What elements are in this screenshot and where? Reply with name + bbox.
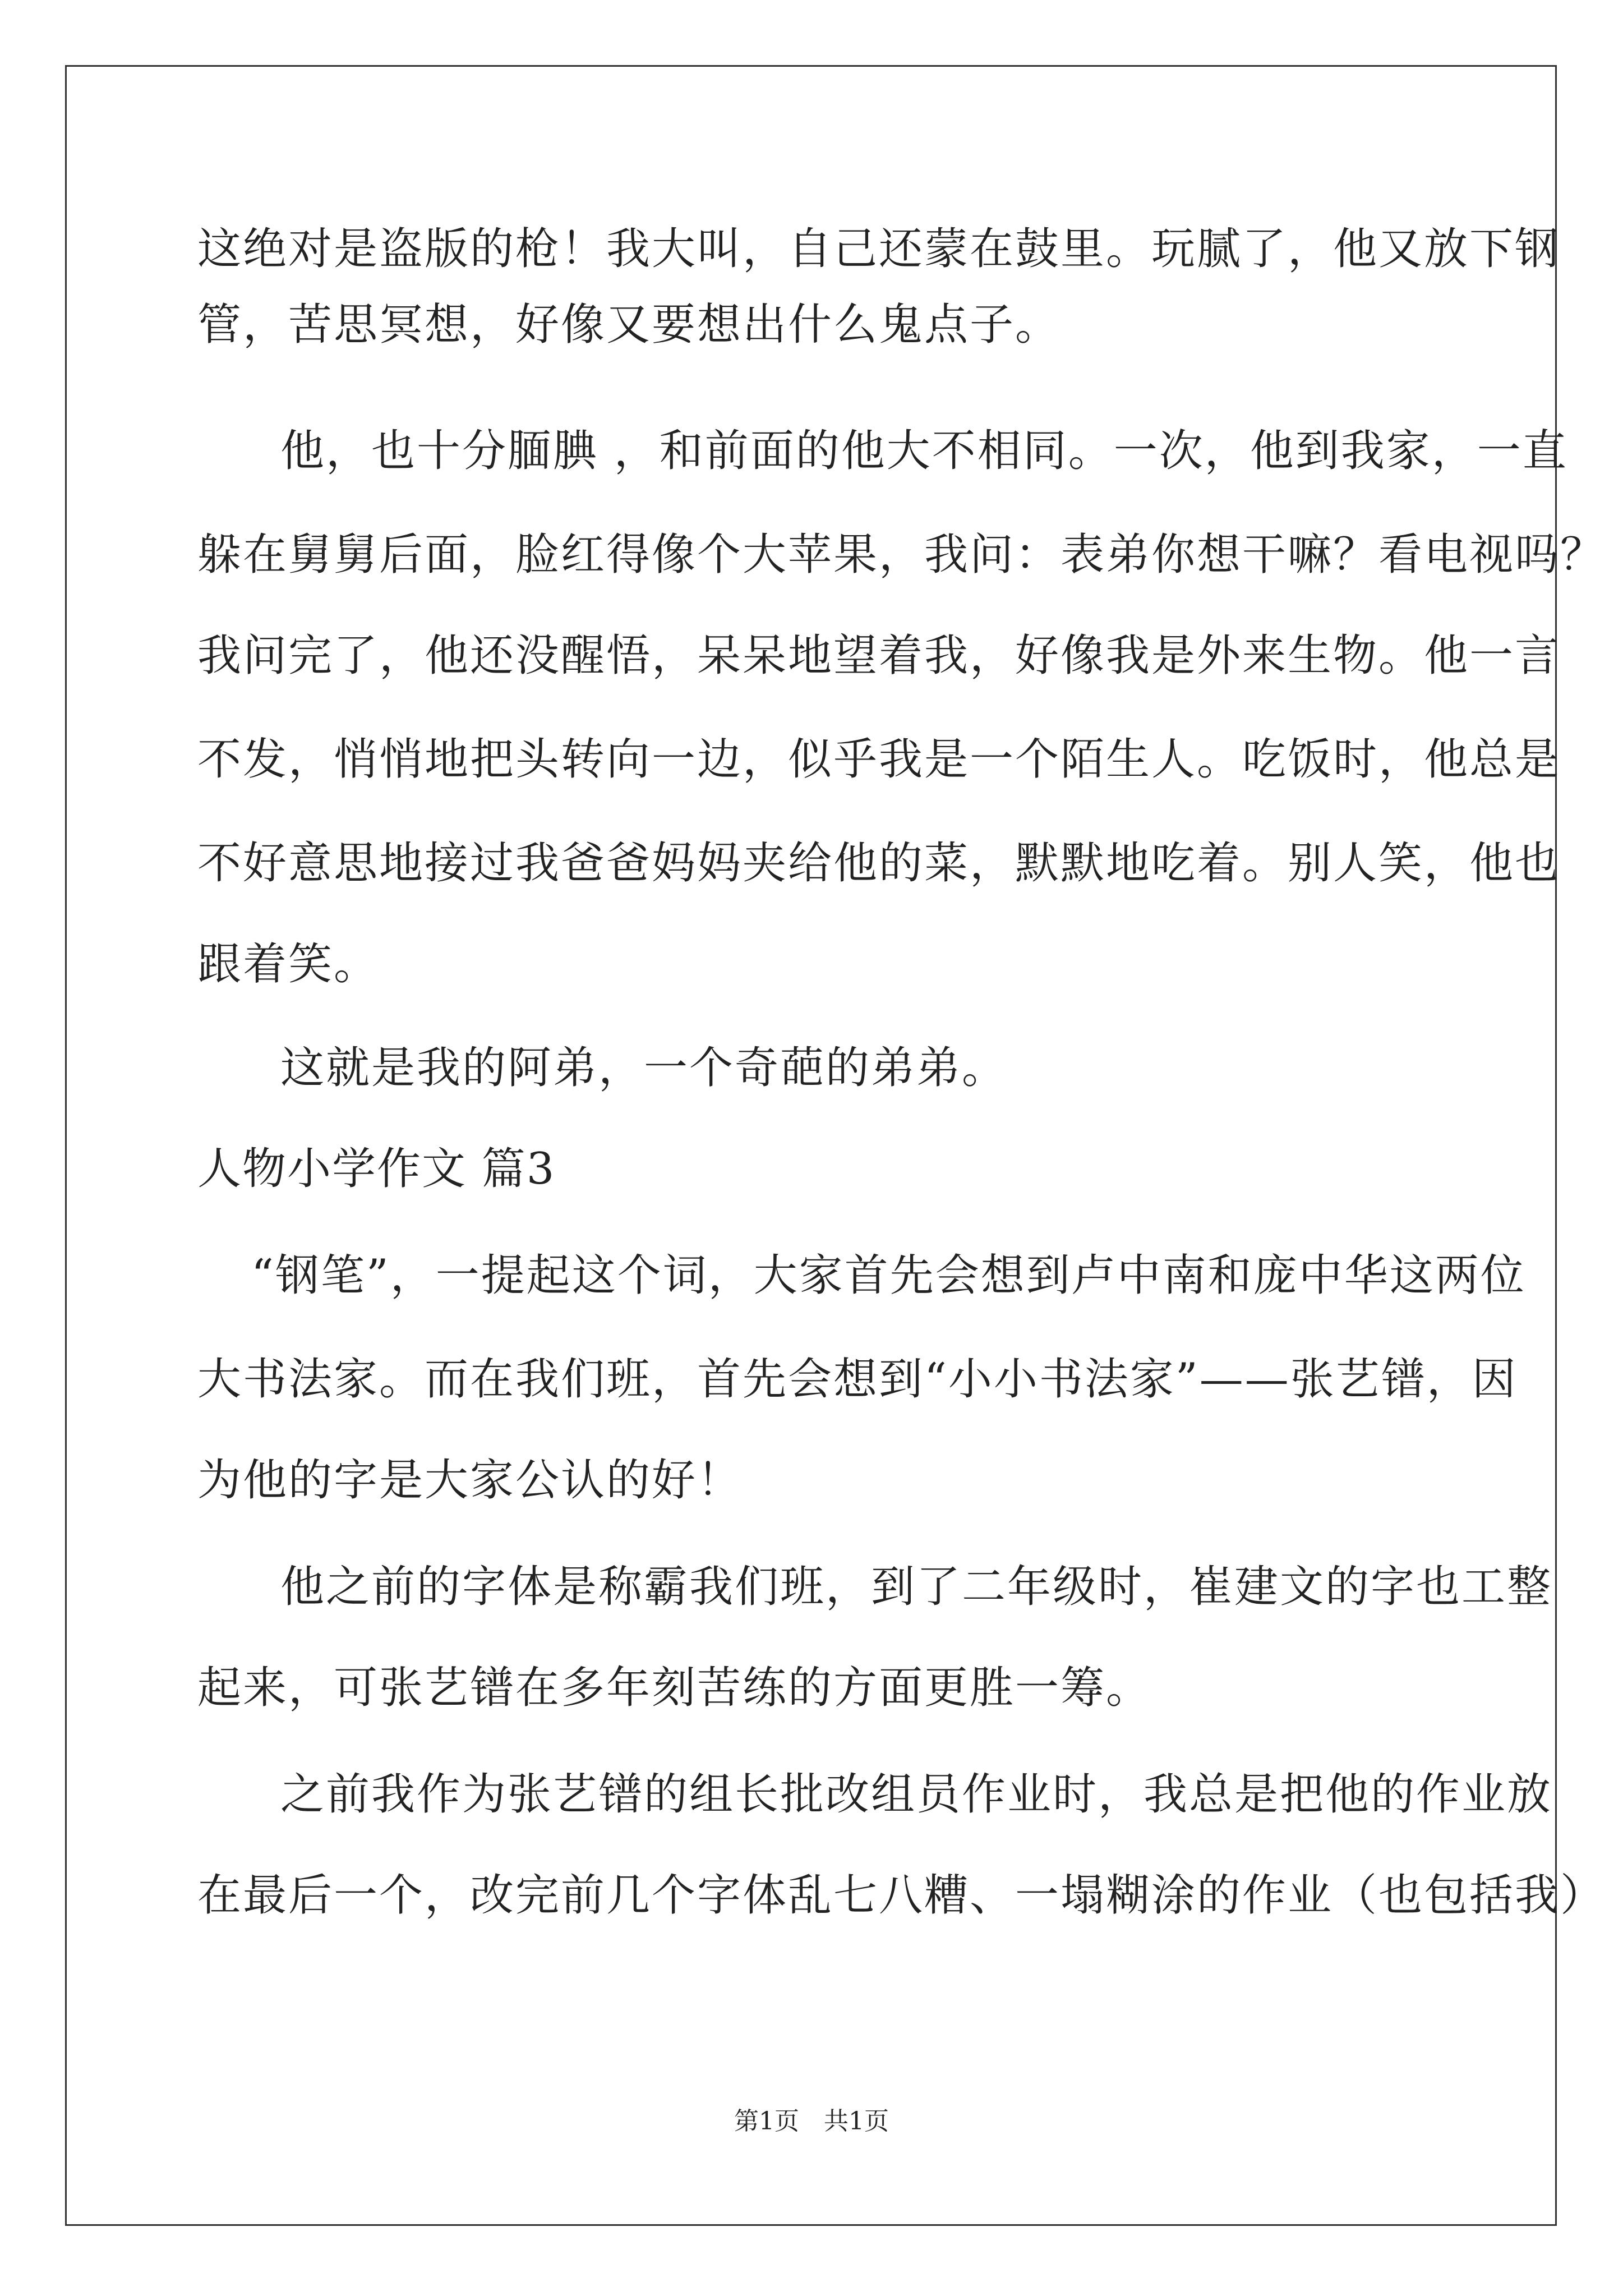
text-line: 为他的字是大家公认的好！	[197, 1455, 743, 1506]
text-line: 这绝对是盗版的枪！我大叫，自己还蒙在鼓里。玩腻了，他又放下钢	[197, 224, 1561, 274]
page-total: 共1页	[824, 2107, 889, 2136]
text-line: 躲在舅舅后面，脸红得像个大苹果，我问：表弟你想干嘛？看电视吗？	[197, 530, 1606, 580]
paragraph-start-line: 他，也十分腼腆 ，和前面的他大不相同。一次，他到我家，一直	[280, 426, 1568, 476]
paragraph-start-line: 他之前的字体是称霸我们班，到了二年级时，崔建文的字也工整	[280, 1562, 1553, 1612]
paragraph-start-line: “钢笔”，一提起这个词，大家首先会想到卢中南和庞中华这两位	[251, 1250, 1526, 1301]
text-line: 我问完了，他还没醒悟，呆呆地望着我，好像我是外来生物。他一言	[197, 631, 1561, 681]
text-line: 跟着笑。	[197, 939, 380, 990]
paragraph-start-line: 这就是我的阿弟，一个奇葩的弟弟。	[280, 1043, 1008, 1093]
text-line: 大书法家。而在我们班，首先会想到“小小书法家”——张艺镨，因	[197, 1354, 1518, 1405]
text-line: 不发，悄悄地把头转向一边，似乎我是一个陌生人。吃饭时，他总是	[197, 734, 1561, 785]
text-line: 起来，可张艺镨在多年刻苦练的方面更胜一筹。	[197, 1663, 1152, 1713]
text-line: 不好意思地接过我爸爸妈妈夹给他的菜，默默地吃着。别人笑，他也	[197, 838, 1561, 889]
page-number: 第1页	[734, 2107, 799, 2136]
text-line: 在最后一个，改完前几个字体乱七八糟、一塌糊涂的作业（也包括我）	[197, 1870, 1606, 1921]
section-heading: 人物小学作文 篇3	[197, 1144, 556, 1194]
paragraph-start-line: 之前我作为张艺镨的组长批改组员作业时，我总是把他的作业放	[280, 1769, 1553, 1820]
page-footer	[0, 2101, 1623, 2137]
text-line: 管，苦思冥想，好像又要想出什么鬼点子。	[197, 300, 1061, 350]
